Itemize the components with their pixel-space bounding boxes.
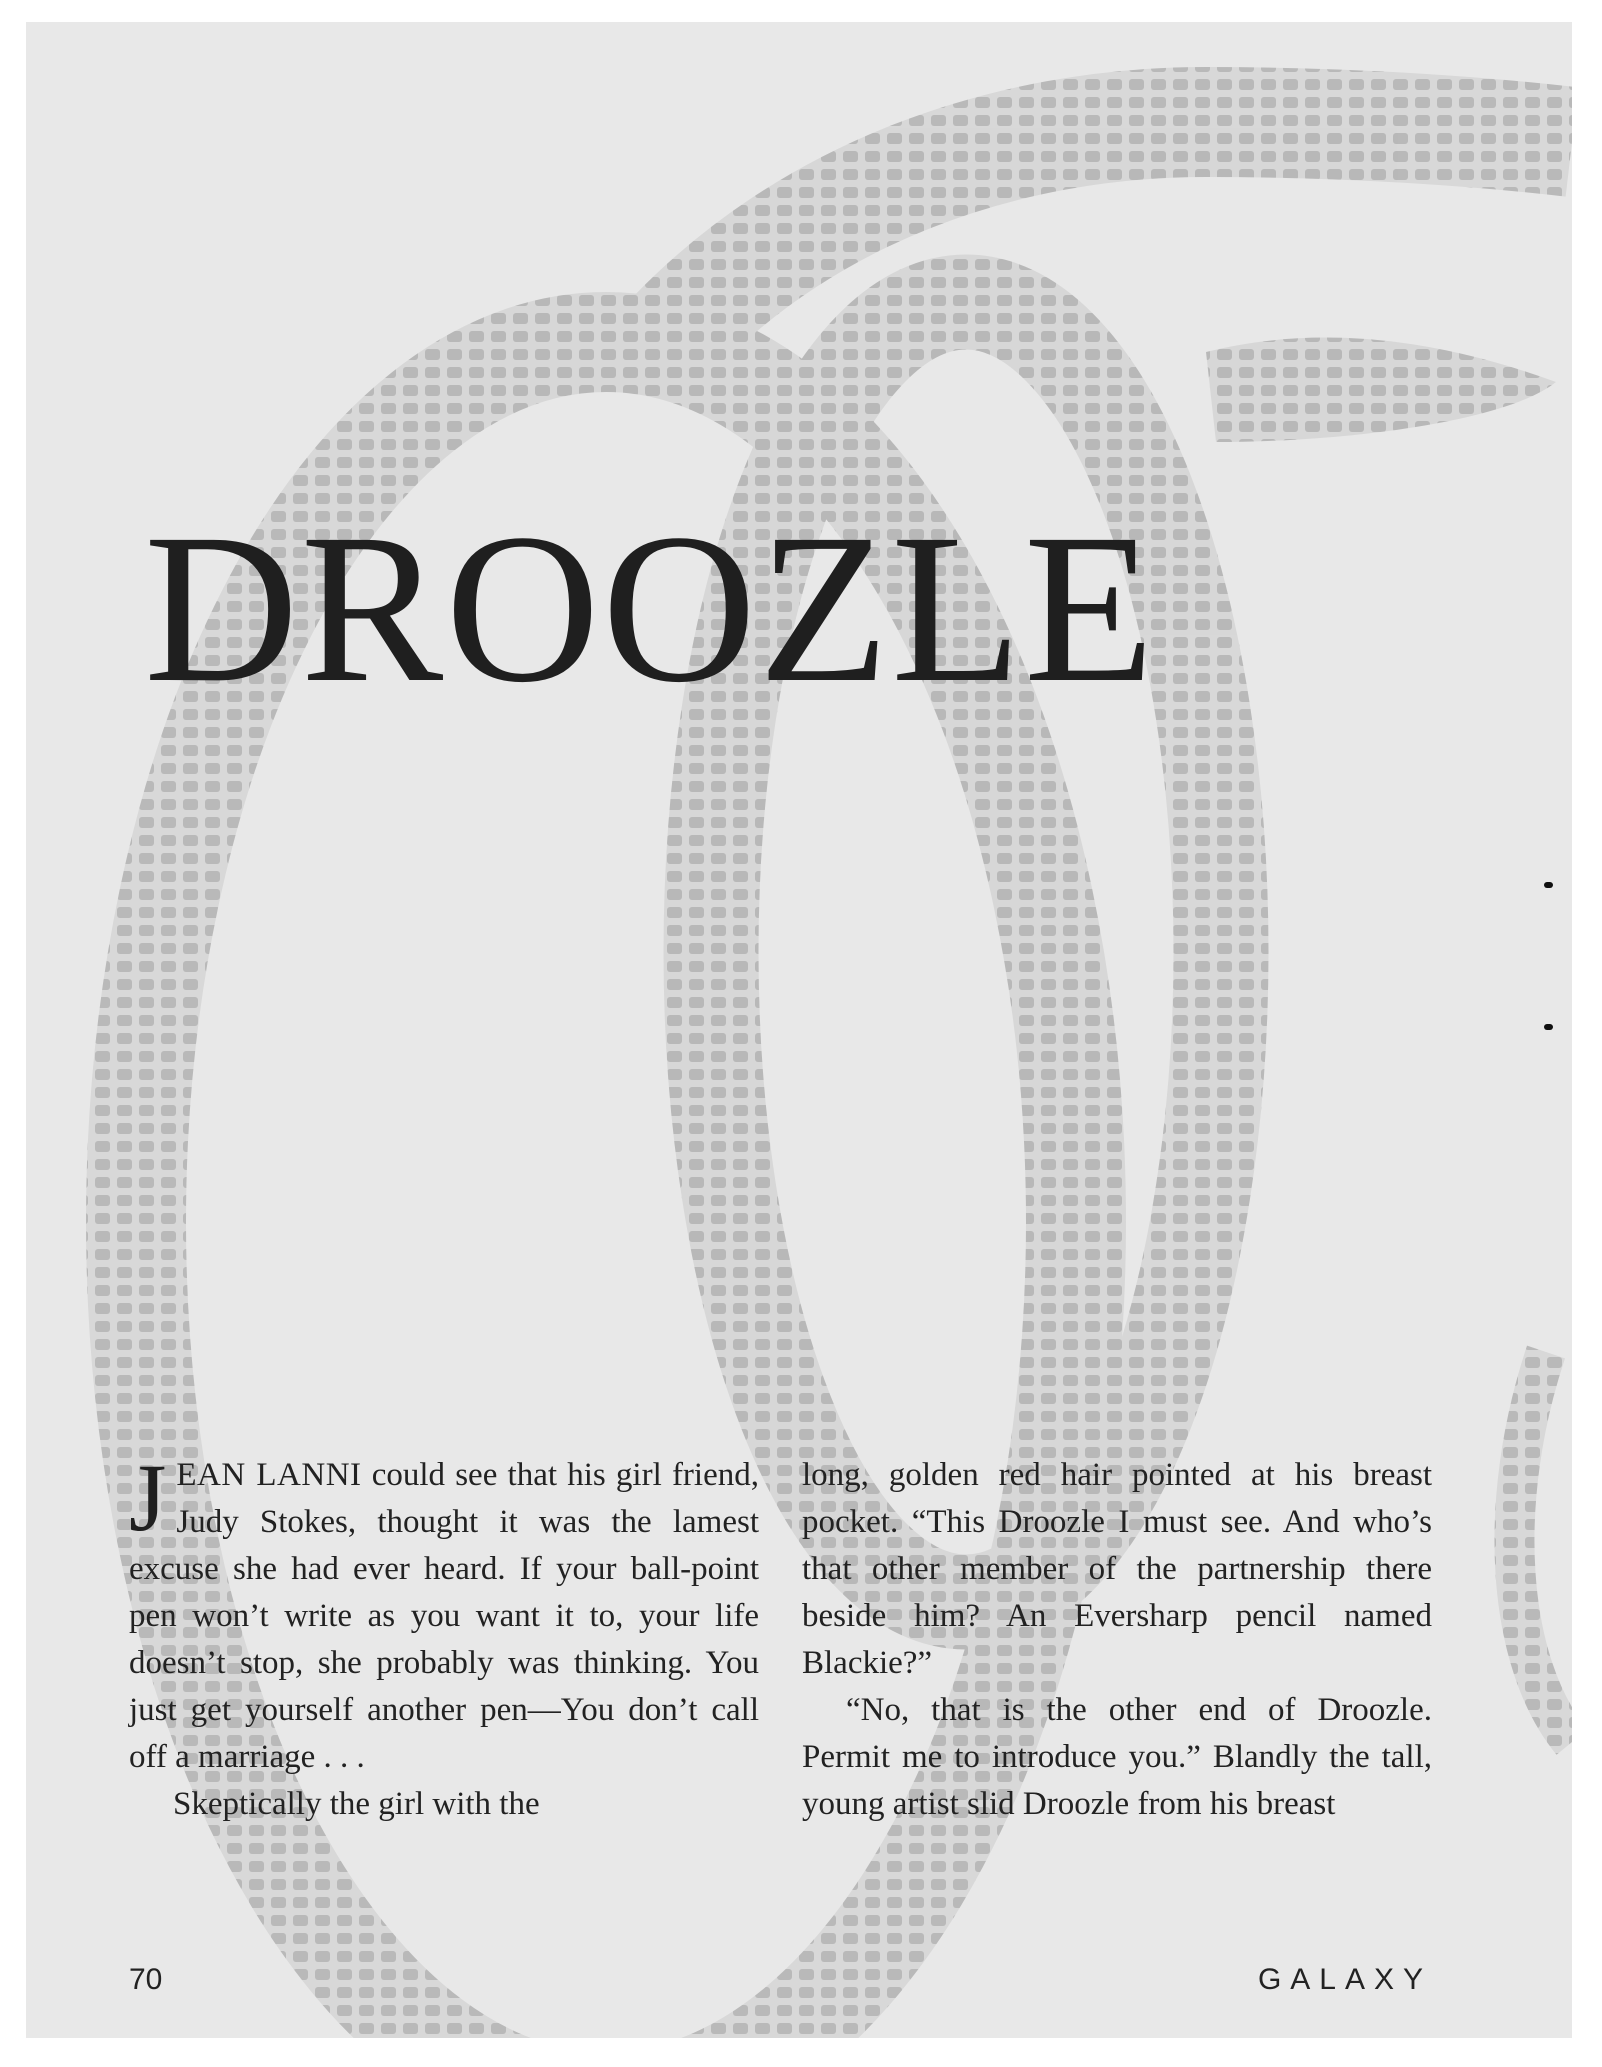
continued-paragraph: long, golden red hair pointed at his breast pocket. “This Droozle I must see. And who’s that other member of the partnership there beside him? An Eversharp pencil named Blackie?” [802,1457,1432,1681]
dialogue-paragraph: “No, that is the other end of Droozle. Permit me to introduce you.” Blandly the tall, young artist slid Droozle from his breast [802,1692,1432,1822]
serpent-upper-body [666,122,1572,342]
opening-paragraph [129,1444,759,1781]
magazine-page [26,22,1572,2038]
lead-in-caps: EAN LANNI [176,1457,362,1493]
magazine-name: GALAXY [1257,1963,1432,1996]
text-column-right [802,1452,1432,1828]
page-number: 70 [129,1963,163,1996]
second-paragraph: Skeptically the girl with the [173,1786,540,1822]
serpent-head [1206,338,1556,442]
text-column-left [129,1444,759,1828]
serpent-tail [1514,1352,1572,1742]
print-speck-upper [1544,882,1553,888]
print-speck-lower [1544,1024,1553,1030]
story-title: DROOZLE [144,490,1157,727]
drop-cap: J [129,1444,167,1551]
opening-paragraph-text: could see that his girl friend, Judy Stokes, thought it was the lamest excuse she had ever heard. If your ball-point pen won’t write as you want it to, your life doesn’t stop, she probably was thinking. You just get yourself another pen—You don’t call off a marriage . . . [129,1457,759,1775]
